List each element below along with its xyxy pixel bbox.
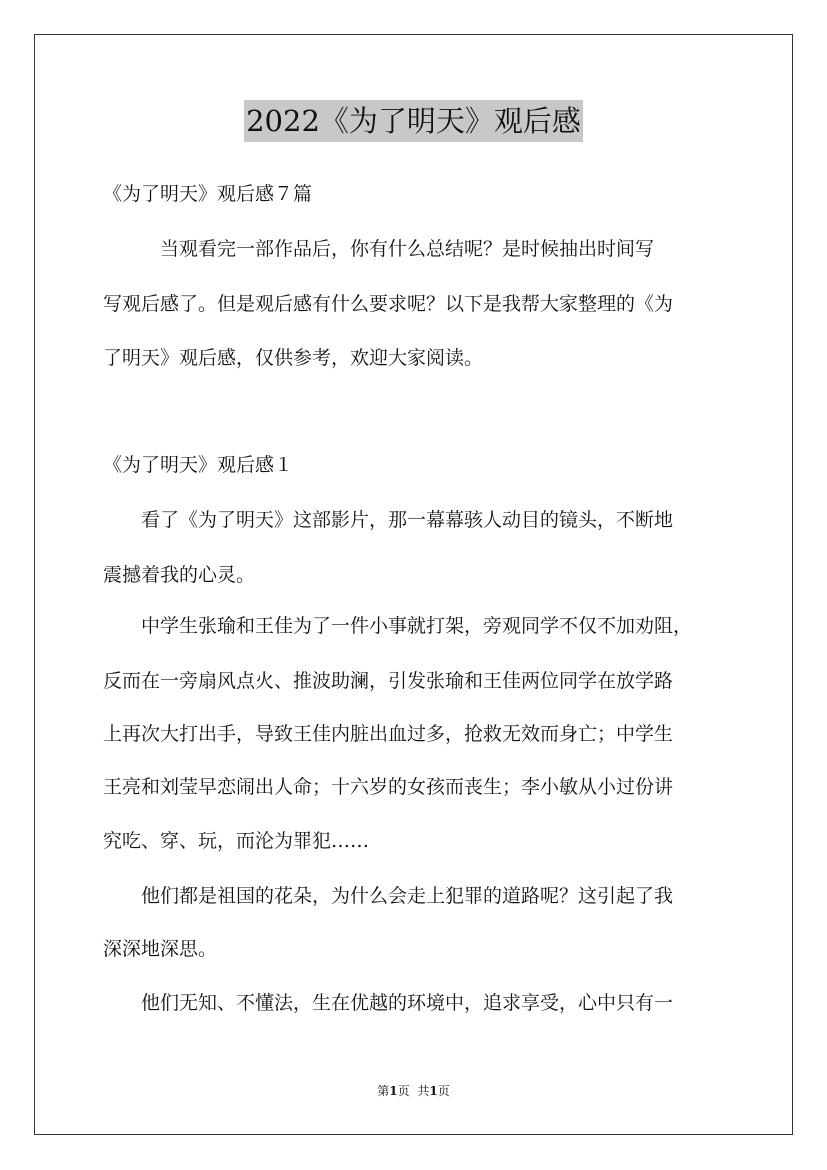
text-line: 震撼着我的心灵。 (103, 564, 256, 586)
footer-page-prefix: 第 (377, 1084, 390, 1098)
page-footer (0, 1083, 827, 1099)
title-wrap (0, 100, 827, 142)
text-line: 《为了明天》观后感７篇 (103, 183, 313, 205)
text-line: 上再次大打出手，导致王佳内脏出血过多，抢救无效而身亡；中学生 (103, 723, 674, 745)
text-line: 看了《为了明天》这部影片，那一幕幕骇人动目的镜头，不断地 (103, 509, 674, 531)
text-line: 了明天》观后感，仅供参考，欢迎大家阅读。 (103, 347, 484, 369)
text-line: 究吃、穿、玩，而沦为罪犯…… (103, 830, 370, 852)
text-line: 深深地深思。 (103, 938, 218, 960)
text-line: 反而在一旁扇风点火、推波助澜，引发张瑜和王佳两位同学在放学路 (103, 670, 674, 692)
text-line: 王亮和刘莹早恋闹出人命；十六岁的女孩而丧生；李小敏从小过份讲 (103, 776, 674, 798)
footer-page-suffix: 页 (397, 1084, 410, 1098)
text-line: 当观看完一部作品后，你有什么总结呢？是时候抽出时间写 (103, 238, 655, 260)
footer-page-number: 1 (389, 1084, 398, 1098)
document-title: 2022《为了明天》观后感 (244, 100, 583, 142)
section-heading: 《为了明天》观后感１ (103, 454, 294, 476)
footer-total-suffix: 页 (437, 1084, 450, 1098)
text-line: 他们都是祖国的花朵，为什么会走上犯罪的道路呢？这引起了我 (103, 885, 674, 907)
footer-total-number: 1 (429, 1084, 438, 1098)
footer-total-prefix: 共 (417, 1084, 430, 1098)
text-line: 他们无知、不懂法，生在优越的环境中，追求享受，心中只有一 (103, 992, 674, 1014)
text-line: 中学生张瑜和王佳为了一件小事就打架，旁观同学不仅不加劝阻， (103, 615, 693, 637)
text-line: 写观后感了。但是观后感有什么要求呢？以下是我帮大家整理的《为 (103, 293, 674, 315)
